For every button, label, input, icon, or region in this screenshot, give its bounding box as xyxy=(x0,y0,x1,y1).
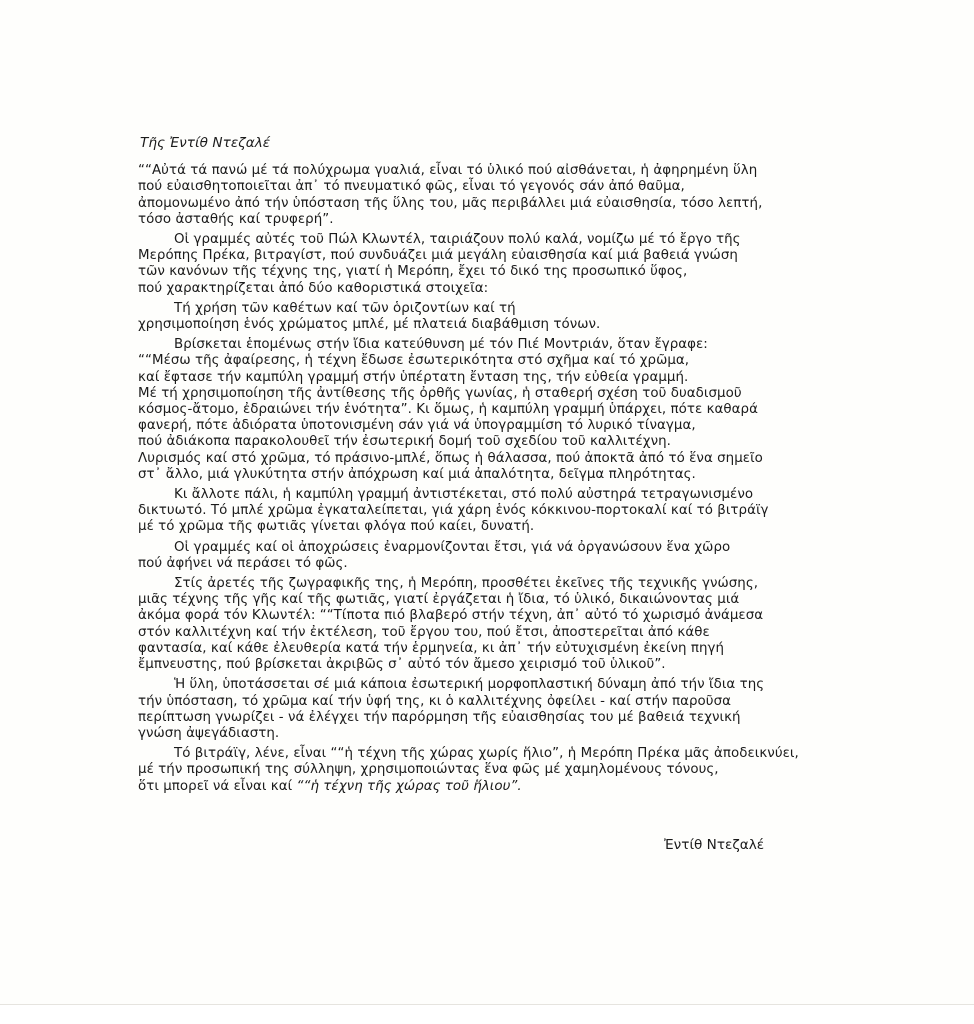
text-line: Μερόπης Πρέκα, βιτραγίστ, πού συνδυάζει μιά μεγάλη εὐαισθησία καί μιά βαθειά γνώση xyxy=(138,248,738,264)
text-line: ““Μέσω τῆς ἀφαίρεσης, ἡ τέχνη ἔδωσε ἐσωτερικότητα στό σχῆμα καί τό χρῶμα, xyxy=(138,353,690,369)
text-line: πού ἀφήνει νά περάσει τό φῶς. xyxy=(138,555,348,571)
text-line: ““Αὐτά τά πανώ μέ τά πολύχρωμα γυαλιά, εἶναι τό ὑλικό πού αἰσθάνεται, ἡ ἀφηρημένη ὕλη xyxy=(138,163,758,179)
text-line: φαντασία, καί κάθε ἐλευθερία κατά τήν ἑρμηνεία, κι ἀπ᾽ τήν εὐτυχισμένη ἐκείνη πηγή xyxy=(138,640,724,656)
text-line: ἀκόμα φορά τόν Κλωντέλ: ““Τίποτα πιό βλαβερό στήν τέχνη, ἀπ᾽ αὐτό τό χωρισμό ἀνάμεσα xyxy=(138,608,764,624)
text-line: Βρίσκεται ἑπομένως στήν ἴδια κατεύθυνση μέ τόν Πιέ Μοντριάν, ὅταν ἔγραφε: xyxy=(174,337,708,353)
text-line: στόν καλλιτέχνη καί τήν ἐκτέλεση, τοῦ ἔργου του, πού ἔτσι, ἀποστερεῖται ἀπό κάθε xyxy=(138,624,710,640)
text-line: στ᾽ ἄλλο, μιά γλυκύτητα στήν ἀπόχρωση καί μιά ἀπαλότητα, δεῖγμα πληρότητας. xyxy=(138,466,696,482)
author-heading: Τῆς Ἐντίθ Ντεζαλέ xyxy=(140,135,271,151)
paragraph xyxy=(138,487,860,536)
text-line: πού ἀδιάκοπα παρακολουθεῖ τήν ἐσωτερική δομή τοῦ σχεδίου τοῦ καλλιτέχνη. xyxy=(138,434,671,450)
closing-line-quote: ““ἡ τέχνη τῆς χώρας τοῦ ἥλιου”. xyxy=(296,778,522,794)
text-line: μέ τό χρῶμα τῆς φωτιᾶς γίνεται φλόγα πού καίει, δυνατή. xyxy=(138,519,535,535)
paragraph xyxy=(138,337,860,483)
text-line: Τή χρήση τῶν καθέτων καί τῶν ὁριζοντίων καί τή xyxy=(174,300,516,316)
text-line: τήν ὑπόσταση, τό χρῶμα καί τήν ὑφή της, κι ὁ καλλιτέχνης ὀφείλει - καί στήν παροῦσα xyxy=(138,693,731,709)
text-line: Κι ἄλλοτε πάλι, ἡ καμπύλη γραμμή ἀντιστέκεται, στό πολύ αὐστηρά τετραγωνισμένο xyxy=(174,487,754,503)
closing-line-prefix: ὅτι μπορεῖ νά εἶναι καί xyxy=(138,778,297,794)
text-line: Λυρισμός καί στό χρῶμα, τό πράσινο-μπλέ, ὅπως ἡ θάλασσα, πού ἀποκτᾶ ἀπό τό ἕνα σημεῖο xyxy=(138,450,763,466)
paragraph xyxy=(138,576,860,673)
text-line: ἀπομονωμένο ἀπό τήν ὑπόσταση τῆς ὕλης του, μᾶς περιβάλλει μιά εὐαισθησία, τόσο λεπτή, xyxy=(138,195,763,211)
closing-line xyxy=(138,779,860,795)
text-line: γνώση ἀψεγάδιαστη. xyxy=(138,725,280,741)
text-line: Μέ τή χρησιμοποίηση τῆς ἀντίθεσης τῆς ὀρθῆς γωνίας, ἡ σταθερή σχέση τοῦ δυαδισμοῦ xyxy=(138,385,742,401)
text-line: τόσο ἀσταθής καί τρυφερή”. xyxy=(138,211,334,227)
text-line: πού χαρακτηρίζεται ἀπό δύο καθοριστικά στοιχεῖα: xyxy=(138,280,489,296)
text-line: μέ τήν προσωπική της σύλληψη, χρησιμοποιώντας ἕνα φῶς μέ χαμηλομένους τόνους, xyxy=(138,762,719,778)
text-line: χρησιμοποίηση ἑνός χρώματος μπλέ, μέ πλατειά διαβάθμιση τόνων. xyxy=(138,317,601,333)
text-line: τῶν κανόνων τῆς τέχνης της, γιατί ἡ Μερόπη, ἔχει τό δικό της προσωπικό ὕφος, xyxy=(138,264,688,280)
text-line: Οἱ γραμμές αὐτές τοῦ Πώλ Κλωντέλ, ταιριάζουν πολύ καλά, νομίζω μέ τό ἔργο τῆς xyxy=(174,232,741,248)
text-line: ἔμπνευστης, πού βρίσκεται ἀκριβῶς σ᾽ αὐτό τόν ἄμεσο χειρισμό τοῦ ὑλικοῦ”. xyxy=(138,657,666,673)
text-line: κόσμος-ἄτομο, ἐδραιώνει τήν ἑνότητα”. Κι ὅμως, ἡ καμπύλη γραμμή ὑπάρχει, πότε καθαρά xyxy=(138,402,758,418)
text-line: Τό βιτράϊγ, λένε, εἶναι ““ἡ τέχνη τῆς χώρας χωρίς ἥλιο”, ἡ Μερόπη Πρέκα μᾶς ἀποδεικνύει, xyxy=(174,746,799,762)
text-line: μιᾶς τέχνης τῆς γῆς καί τῆς φωτιᾶς, γιατί ἐργάζεται ἡ ἴδια, τό ὑλικό, δικαιώνοντας μιά xyxy=(138,592,740,608)
text-line: περίπτωση γνωρίζει - νά ἐλέγχει τήν παρόρμηση τῆς εὐαισθησίας του μέ βαθειά τεχνική xyxy=(138,709,741,725)
text-line: δικτυωτό. Τό μπλέ χρῶμα ἐγκαταλείπεται, γιά χάρη ἑνός κόκκινου-πορτοκαλί καί τό βιτράϊγ xyxy=(138,503,769,519)
article-text xyxy=(138,135,860,799)
paragraph xyxy=(138,163,860,228)
text-line: Στίς ἀρετές τῆς ζωγραφικῆς της, ἡ Μερόπη, προσθέτει ἐκεῖνες τῆς τεχνικῆς γνώσης, xyxy=(174,576,759,592)
paragraph xyxy=(138,677,860,742)
paragraph xyxy=(138,301,860,333)
text-line: Οἱ γραμμές καί οἱ ἀποχρώσεις ἐναρμονίζονται ἔτσι, γιά νά ὀργανώσουν ἕνα χῶρο xyxy=(174,539,731,555)
paragraph xyxy=(138,232,860,297)
author-signature: Ἐντίθ Ντεζαλέ xyxy=(664,837,765,853)
text-line: πού εὐαισθητοποιεῖται ἀπ᾽ τό πνευματικό φῶς, εἶναι τό γεγονός σάν ἀπό θαῦμα, xyxy=(138,179,685,195)
paragraph xyxy=(138,746,860,795)
text-line: καί ἔφτασε τήν καμπύλη γραμμή στήν ὑπέρτατη ἔνταση της, τήν εὐθεία γραμμή. xyxy=(138,369,689,385)
text-line: Ἡ ὕλη, ὑποτάσσεται σέ μιά κάποια ἐσωτερική μορφοπλαστική δύναμη ἀπό τήν ἴδια της xyxy=(174,677,765,693)
paragraph xyxy=(138,540,860,572)
page-bottom-margin xyxy=(0,1005,974,1024)
text-line: φανερή, πότε ἀδιόρατα ὑποτονισμένη σάν γιά νά ὑπογραμμίση τό λυρικό τίναγμα, xyxy=(138,418,696,434)
